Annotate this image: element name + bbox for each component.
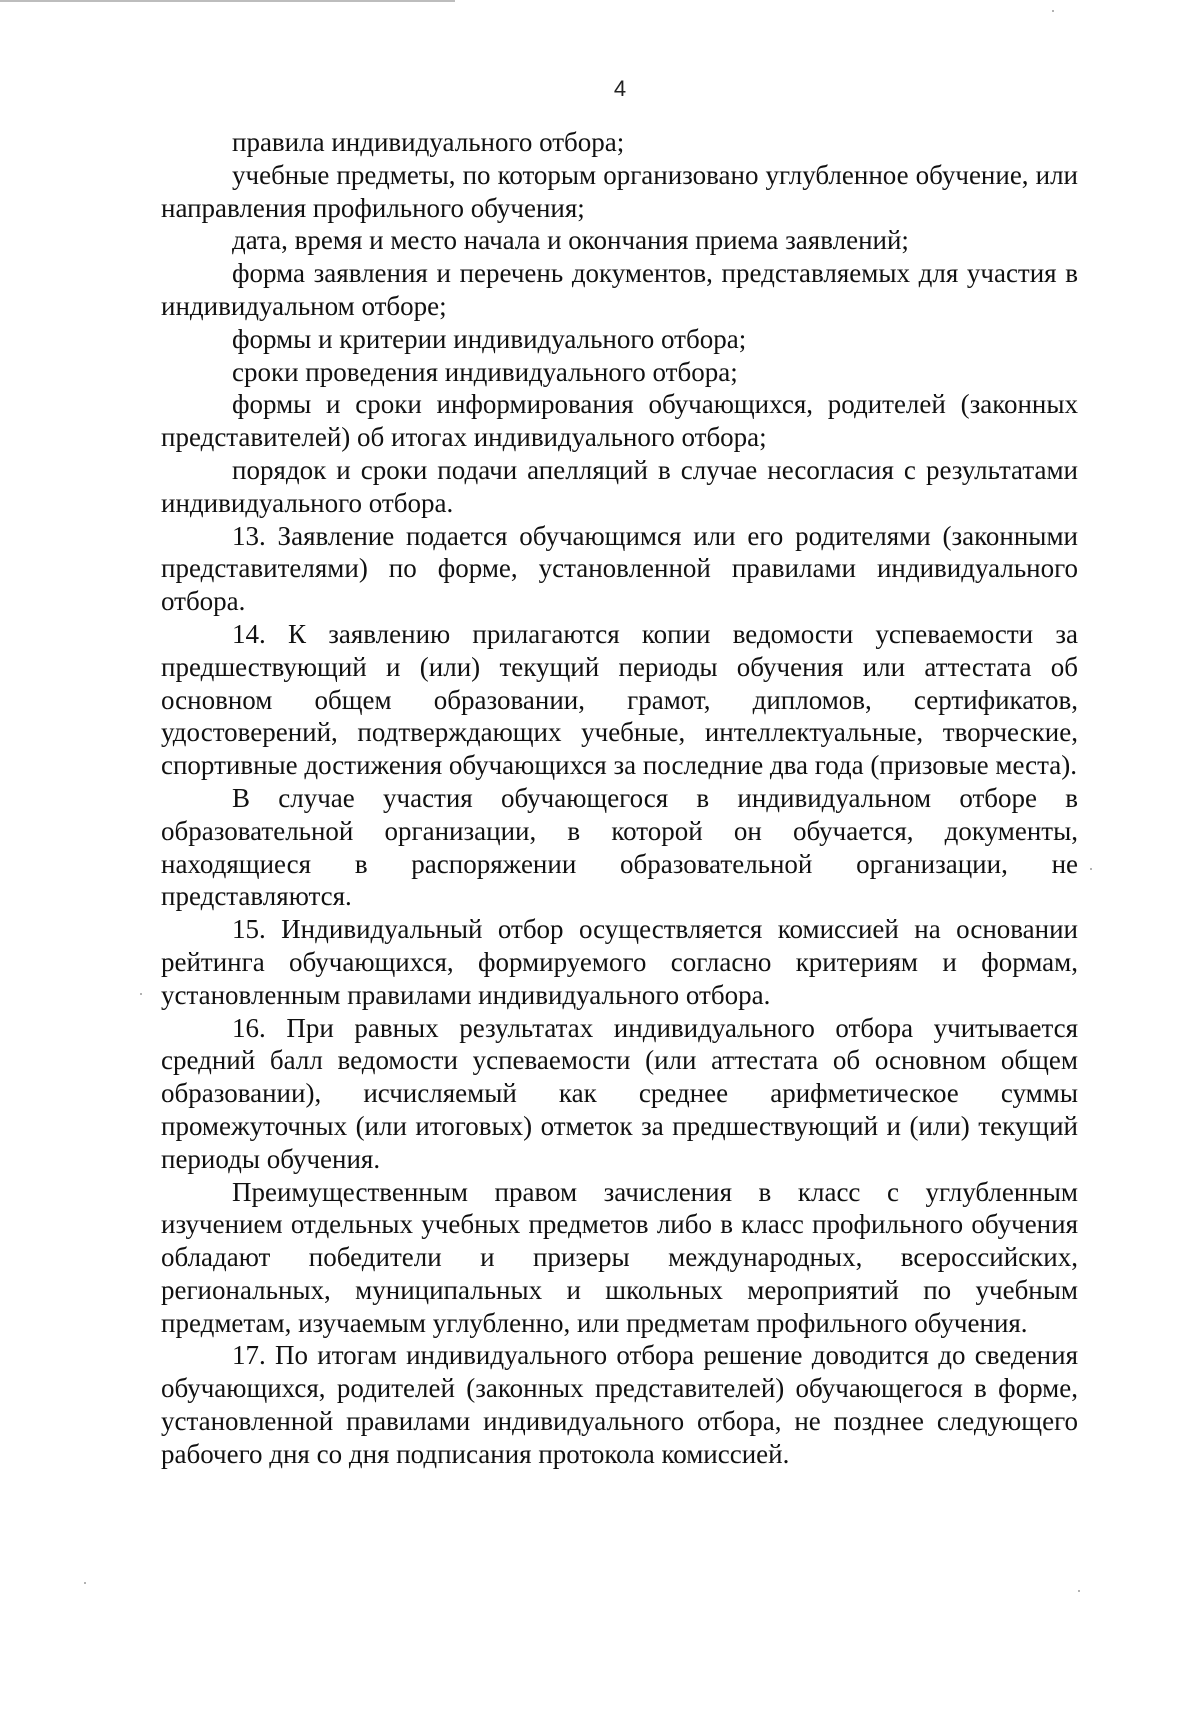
list-item-application-form: форма заявления и перечень документов, представляемых для участия в индивидуальном отборе; — [161, 258, 1078, 321]
clause-14-note: В случае участия обучающегося в индивидуальном отборе в образовательной организации, в которой он обучается, документы, находящиеся в распоряжении образовательной организации, не представляются. — [161, 782, 1078, 912]
document-body — [161, 126, 1078, 1471]
list-item-rules: правила индивидуального отбора; — [232, 127, 625, 157]
clause-16: 16. При равных результатах индивидуального отбора учитывается средний балл ведомости успеваемости (или аттестата об основном общем образовании), исчисляемый как среднее арифметическое суммы промежуточных (или итоговых) отметок за предшествующий и (или) текущий периоды обучения. — [161, 1012, 1078, 1174]
clause-13: 13. Заявление подается обучающимся или его родителями (законными представителями) по форме, установленной правилами индивидуального отбора. — [161, 520, 1078, 617]
scan-speck — [1052, 10, 1054, 12]
list-item-appeals: порядок и сроки подачи апелляций в случае несогласия с результатами индивидуального отбора. — [161, 454, 1078, 518]
scan-speck — [1078, 1590, 1080, 1592]
scan-speck — [84, 1582, 86, 1584]
list-item-dates: дата, время и место начала и окончания приема заявлений; — [232, 225, 909, 256]
list-item-criteria: формы и критерии индивидуального отбора; — [232, 323, 747, 354]
clause-14: 14. К заявлению прилагаются копии ведомости успеваемости за предшествующий и (или) текущий периоды обучения или аттестата об основном общем образовании, грамот, дипломов, сертификатов, удостоверений, подтверждающих учебные, интеллектуальные, творческие, спортивные достижения обучающихся за последние два года (призовые места). — [161, 618, 1078, 781]
list-item-subjects: учебные предметы, по которым организовано углубленное обучение, или направления профильного обучения; — [161, 159, 1078, 223]
clause-15: 15. Индивидуальный отбор осуществляется комиссией на основании рейтинга обучающихся, формируемого согласно критериям и формам, установленным правилами индивидуального отбора. — [161, 914, 1078, 1010]
list-item-informing: формы и сроки информирования обучающихся, родителей (законных представителей) об итогах индивидуального отбора; — [161, 389, 1078, 453]
scan-top-edge — [0, 0, 455, 2]
clause-16-priority: Преимущественным правом зачисления в класс с углубленным изучением отдельных учебных предметов либо в класс профильного обучения обладают победители и призеры международных, всероссийских, региональных, муниципальных и школьных мероприятий по учебным предметам, изучаемым углубленно, или предметам профильного обучения. — [161, 1176, 1078, 1338]
list-item-deadlines: сроки проведения индивидуального отбора; — [232, 356, 738, 387]
scan-speck — [1090, 868, 1092, 870]
page-number: 4 — [613, 76, 627, 101]
scan-speck — [140, 993, 142, 995]
clause-17: 17. По итогам индивидуального отбора решение доводится до сведения обучающихся, родителей (законных представителей) обучающегося в форме, установленной правилами индивидуального отбора, не позднее следующего рабочего дня со дня подписания протокола комиссией. — [161, 1340, 1078, 1469]
